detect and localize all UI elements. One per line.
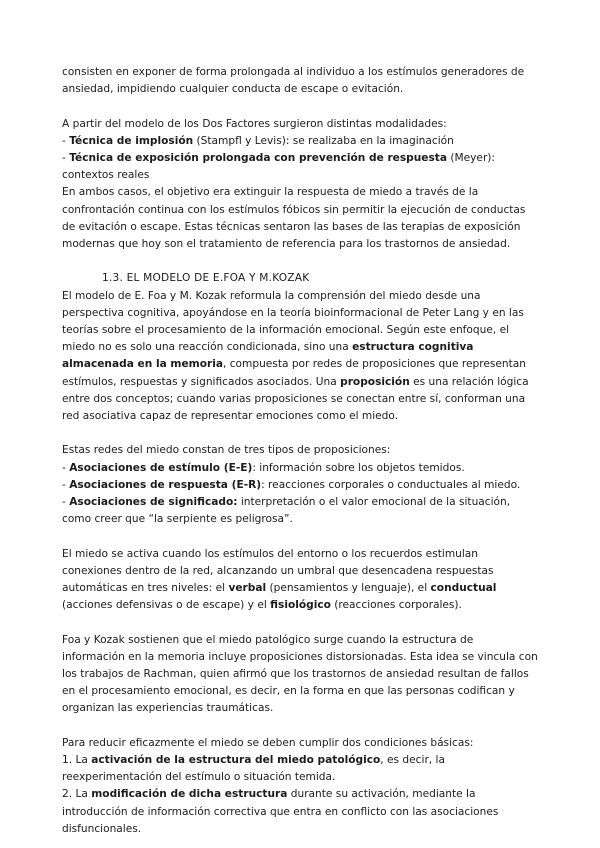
spacer — [62, 528, 538, 545]
text-run: , compuesta por redes de proposiciones que representan estímulos, respuestas y significados asociados. Una — [62, 358, 526, 388]
term-modification: modificación de dicha estructura — [91, 788, 288, 801]
item-text: : reacciones corporales o conductuales al miedo. — [261, 478, 521, 491]
spacer — [62, 614, 538, 631]
term-exposure: Técnica de exposición prolongada con prevención de respuesta — [69, 152, 447, 164]
paragraph-foa-kozak-model — [62, 288, 538, 426]
list-dash: - — [62, 461, 70, 474]
text-run: es una relación lógica entre dos conceptos; cuando varias proposiciones se conectan entre sí, conforman una red asociativa capaz de representar emociones como el miedo. — [62, 375, 529, 423]
term-stimulus-associations: Asociaciones de estímulo (E-E) — [69, 461, 253, 474]
list-dash: - — [62, 478, 70, 491]
item-text: , es decir, la reexperimentación del estímulo o situación temida. — [62, 754, 445, 784]
list-item-exposure — [62, 150, 538, 184]
item-text: durante su activación, mediante la introducción de información correctiva que entra en conflicto con las asociaciones disfuncionales. — [62, 788, 499, 835]
term-implosion: Técnica de implosión — [69, 134, 194, 147]
term-fisiologico: fisiológico — [270, 599, 331, 612]
list-dash: - — [62, 496, 70, 509]
item-text: : información sobre los objetos temidos. — [252, 461, 465, 474]
term-activation: activación de la estructura del miedo patológico — [91, 754, 381, 767]
list-dash: - — [62, 152, 70, 164]
spacer — [62, 718, 538, 735]
paragraph-pathological-fear: Foa y Kozak sostienen que el miedo patológico surge cuando la estructura de información en la memoria incluye proposiciones distorsionadas. Esta idea se vincula con los trabajos de Rachman, quien afirmó que los trastornos de ansiedad resultan de fallos en el procesamiento emocional, es decir, en la forma en que las personas codifican y organizan las experiencias traumáticas. — [62, 633, 538, 715]
paragraph-three-types: Estas redes del miedo constan de tres tipos de proposiciones: — [62, 444, 391, 457]
list-item-response-associations — [62, 477, 538, 494]
term-proposition: proposición — [340, 375, 410, 388]
spacer — [62, 253, 538, 270]
item-number: 1. La — [62, 754, 92, 767]
item-text: (Stampfl y Levis): se realizaba en la imaginación — [193, 134, 454, 147]
paragraph-both-cases: En ambos casos, el objetivo era extinguir la respuesta de miedo a través de la confrontación continua con los estímulos fóbicos sin permitir la ejecución de conductas de evitación o escape. Estas técnicas sentaron las bases de las terapias de exposición modernas que hoy son el tratamiento de referencia para los trastornos de ansiedad. — [62, 186, 526, 251]
term-conductual: conductual — [430, 582, 497, 595]
text-run: (pensamientos y lenguaje), el — [266, 582, 431, 595]
text-run: El miedo se activa cuando los estímulos del entorno o los recuerdos estimulan conexiones dentro de la red, alcanzando un umbral que desencadena respuestas automáticas en tres niveles: el — [62, 547, 494, 595]
list-item-stimulus-associations — [62, 460, 538, 477]
item-number: 2. La — [62, 788, 92, 801]
list-item-condition-2 — [62, 786, 538, 838]
term-cognitive-structure: estructura cognitiva almacenada en la memoria — [62, 341, 474, 371]
text-run: El modelo de E. Foa y M. Kozak reformula la comprensión del miedo desde una perspectiva cognitiva, apoyándose en la teoría bioinformacional de Peter Lang y en las teorías sobre el procesamiento de la información emocional. Según este enfoque, el miedo no es solo una reacción condicionada, sino una — [62, 289, 524, 354]
section-heading: 1.3. EL MODELO DE E.FOA Y M.KOZAK — [102, 272, 310, 285]
list-item-implosion — [62, 133, 538, 150]
paragraph-exposure-intro: consisten en exponer de forma prolongada al individuo a los estímulos generadores de ansiedad, impidiendo cualquier conducta de escape o evitación. — [62, 66, 525, 96]
item-text: interpretación o el valor emocional de la situación, como creer que “la serpiente es peligrosa”. — [62, 496, 511, 526]
term-response-associations: Asociaciones de respuesta (E-R) — [69, 478, 262, 491]
spacer — [62, 425, 538, 442]
term-verbal: verbal — [228, 582, 267, 595]
list-item-condition-1 — [62, 752, 538, 786]
spacer — [62, 98, 538, 115]
list-item-meaning-associations — [62, 494, 538, 528]
document-page — [62, 64, 538, 838]
paragraph-two-factor-modalities: A partir del modelo de los Dos Factores surgieron distintas modalidades: — [62, 117, 447, 130]
paragraph-fear-activation — [62, 546, 538, 615]
list-dash: - — [62, 134, 70, 147]
term-meaning-associations: Asociaciones de significado: — [69, 496, 238, 509]
paragraph-two-conditions: Para reducir eficazmente el miedo se deben cumplir dos condiciones básicas: — [62, 736, 474, 749]
text-run: (reacciones corporales). — [330, 599, 462, 612]
item-text: (Meyer): contextos reales — [62, 152, 496, 182]
text-run: (acciones defensivas o de escape) y el — [62, 599, 271, 612]
